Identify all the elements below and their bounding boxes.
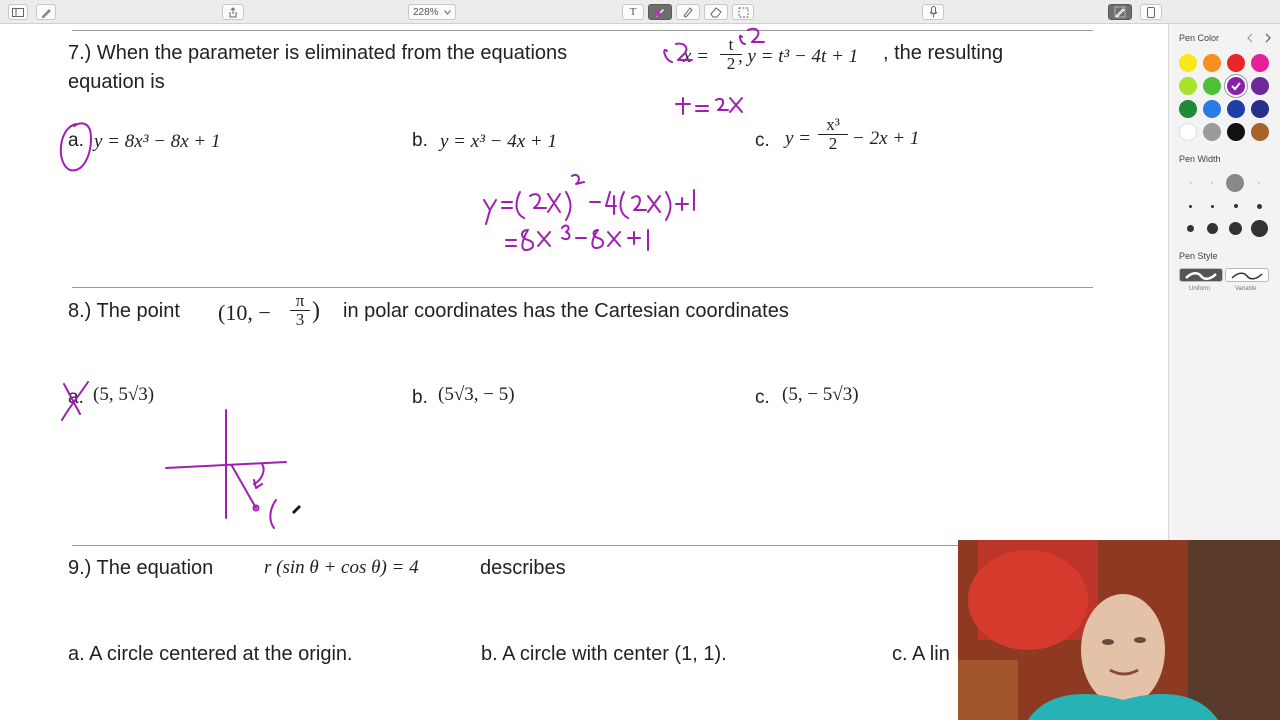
q8-cross-mark <box>62 382 88 420</box>
q7-prompt: 7.) When the parameter is eliminated from the equations <box>68 42 568 64</box>
q7-option-a-label: a. <box>68 130 84 151</box>
edit-button[interactable] <box>36 4 56 20</box>
q8-option-b[interactable]: (5√3, − 5) <box>438 384 515 405</box>
q7-work-line2 <box>506 225 648 250</box>
q7-eq-x-lhs: x = <box>683 46 710 67</box>
q7-option-c-lhs[interactable]: y = <box>785 128 812 149</box>
pen-width-1[interactable] <box>1190 182 1192 184</box>
q7-option-a[interactable]: y = 8x³ − 8x + 1 <box>94 131 221 152</box>
q7-option-c-label: c. <box>755 130 770 151</box>
checkmark-icon <box>1227 77 1245 95</box>
q7-circle-mark <box>61 123 91 170</box>
q8-angle-sketch <box>232 464 264 508</box>
color-swatch[interactable] <box>1179 100 1197 118</box>
q7-work-line1 <box>484 175 694 224</box>
pen-width-9[interactable] <box>1187 225 1194 232</box>
q7-prompt-line2: equation is <box>68 71 165 93</box>
q7-option-b-label: b. <box>412 130 428 151</box>
color-swatch[interactable] <box>1251 77 1269 95</box>
presenter-video <box>958 540 1280 720</box>
q7-eq-x-numerator: t <box>720 36 742 55</box>
pen-width-2[interactable] <box>1211 182 1213 184</box>
pen-style-title: Pen Style <box>1179 251 1218 261</box>
toolbar <box>0 0 1280 24</box>
sidebar-toggle-button[interactable] <box>8 4 28 20</box>
pen-width-title: Pen Width <box>1179 154 1221 164</box>
q8-paren-sketch <box>270 500 276 528</box>
phone-icon <box>1147 7 1155 18</box>
color-swatch[interactable] <box>1251 54 1269 72</box>
selection-tool-button[interactable] <box>732 4 754 20</box>
pen-width-7[interactable] <box>1234 204 1238 208</box>
q8-option-b-label: b. <box>412 387 428 408</box>
q8-option-c-label: c. <box>755 387 770 408</box>
q7-paren-2-left <box>664 44 692 62</box>
color-swatch[interactable] <box>1203 123 1221 141</box>
q7-option-c-numerator: x³ <box>818 116 848 135</box>
pen-style-uniform-label: Uniform <box>1189 286 1211 292</box>
q8-point-close: ) <box>312 298 320 324</box>
share-button[interactable] <box>222 4 244 20</box>
q7-paren-2-top <box>740 29 764 44</box>
color-swatch[interactable] <box>1251 123 1269 141</box>
pen-width-10[interactable] <box>1207 223 1218 234</box>
sidebar-icon <box>12 8 24 17</box>
zoom-select[interactable] <box>408 4 456 20</box>
q9-option-a[interactable]: a. A circle centered at the origin. <box>68 643 353 665</box>
q9-prompt-end: describes <box>480 557 566 579</box>
q7-eq-y: , y = t³ − 4t + 1 <box>738 46 859 67</box>
q7-option-c-rhs: − 2x + 1 <box>852 128 920 149</box>
q7-eq-x-denominator: 2 <box>726 54 736 73</box>
pen-icon <box>654 6 666 18</box>
color-swatch[interactable] <box>1227 100 1245 118</box>
color-swatch[interactable] <box>1179 123 1197 141</box>
variable-stroke-icon <box>1226 270 1268 282</box>
text-tool-label: T <box>629 6 637 18</box>
share-icon <box>228 7 238 18</box>
microphone-button[interactable] <box>922 4 944 20</box>
uniform-stroke-icon <box>1180 270 1222 282</box>
zoom-value: 228% <box>413 6 439 18</box>
device-button[interactable] <box>1140 4 1162 20</box>
microphone-icon <box>929 6 938 18</box>
pen-tool-button[interactable] <box>648 4 672 20</box>
eraser-icon <box>710 6 722 18</box>
q9-prompt: 9.) The equation <box>68 557 214 579</box>
highlighter-tool-button[interactable] <box>676 4 700 20</box>
text-tool-button[interactable] <box>622 4 644 20</box>
chevron-left-icon <box>1248 34 1252 42</box>
markup-toolbar-button[interactable] <box>1108 4 1132 20</box>
pen-width-4[interactable] <box>1258 182 1260 184</box>
selection-icon <box>738 7 749 18</box>
color-swatch[interactable] <box>1179 54 1197 72</box>
pen-width-5[interactable] <box>1189 205 1192 208</box>
q8-point-open: (10, − <box>218 300 271 325</box>
pen-width-12[interactable] <box>1251 220 1268 237</box>
q8-prompt: 8.) The point <box>68 300 180 322</box>
q7-prompt-end: , the resulting <box>883 42 1004 64</box>
q8-option-a[interactable]: (5, 5√3) <box>93 384 155 405</box>
pen-cursor-icon <box>292 505 301 514</box>
q9-equation: r (sin θ + cos θ) = 4 <box>264 557 419 578</box>
highlighter-icon <box>682 6 694 18</box>
q7-option-c-denominator: 2 <box>828 134 838 153</box>
pen-style-variable-button[interactable] <box>1225 268 1269 282</box>
pen-color-title: Pen Color <box>1179 33 1220 43</box>
color-swatch[interactable] <box>1203 77 1221 95</box>
q7-t-equals-2x <box>676 98 742 114</box>
q9-option-b[interactable]: b. A circle with center (1, 1). <box>481 643 727 665</box>
pencil-icon <box>41 7 52 18</box>
eraser-tool-button[interactable] <box>704 4 728 20</box>
pen-style-uniform-button[interactable] <box>1179 268 1223 282</box>
color-swatch[interactable] <box>1203 100 1221 118</box>
q8-option-c[interactable]: (5, − 5√3) <box>782 384 859 405</box>
markup-pen-icon <box>1114 6 1126 18</box>
chevron-right-icon <box>1266 34 1270 42</box>
q9-option-c[interactable]: c. A lin <box>892 643 950 665</box>
q7-option-b[interactable]: y = x³ − 4x + 1 <box>440 131 557 152</box>
q8-prompt-end: in polar coordinates has the Cartesian coordinates <box>343 300 789 322</box>
q8-point-numerator: π <box>290 292 310 311</box>
q8-axes-sketch <box>166 410 286 518</box>
pen-width-selected[interactable] <box>1226 174 1244 192</box>
pen-width-11[interactable] <box>1229 222 1242 235</box>
color-swatch[interactable] <box>1227 54 1245 72</box>
chevron-down-icon <box>444 10 451 15</box>
color-swatch[interactable] <box>1227 123 1245 141</box>
q8-point-denominator: 3 <box>295 310 305 329</box>
webcam-overlay <box>958 540 1280 720</box>
pen-width-6[interactable] <box>1211 205 1214 208</box>
color-swatch[interactable] <box>1227 77 1245 95</box>
pen-style-variable-label: Variable <box>1235 286 1257 292</box>
color-swatch[interactable] <box>1179 77 1197 95</box>
color-swatch[interactable] <box>1203 54 1221 72</box>
q8-option-a-label: a. <box>68 387 84 408</box>
color-swatch[interactable] <box>1251 100 1269 118</box>
color-pager <box>1245 33 1275 43</box>
pen-width-8[interactable] <box>1257 204 1262 209</box>
